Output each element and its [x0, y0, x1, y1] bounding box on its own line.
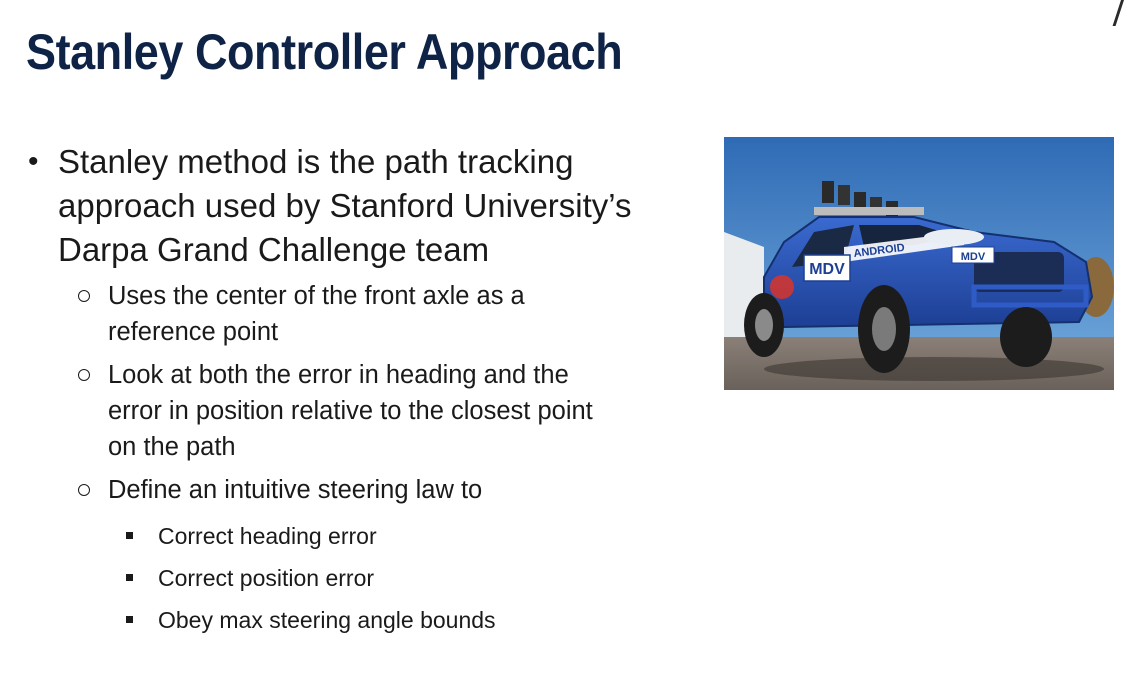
car-illustration [724, 137, 1114, 390]
corner-mark [1103, 0, 1124, 26]
square-bullet-icon [126, 616, 133, 623]
bullet-level3 [24, 562, 704, 594]
hollow-circle-bullet-icon [78, 484, 90, 496]
front-badge-text: MDV [960, 251, 986, 263]
bullet-level2 [24, 472, 704, 508]
bullet-list [24, 140, 704, 636]
bullet-line: Obey max steering angle bounds [158, 607, 496, 633]
bullet-line: Uses the center of the front axle as a [108, 282, 525, 310]
red-logo [770, 275, 794, 299]
hollow-circle-bullet-icon [78, 290, 90, 302]
slide-title: Stanley Controller Approach [26, 24, 623, 80]
bullet-line: error in position relative to the closest point [108, 397, 593, 425]
wheel-front-left [858, 285, 910, 373]
bullet-line: Darpa Grand Challenge team [58, 231, 490, 268]
body-lettering: ANDROID [852, 241, 906, 260]
bullet-level2 [24, 278, 704, 350]
bullet-level3 [24, 604, 704, 636]
bullet-line: reference point [108, 318, 279, 346]
bullet-line: Correct position error [158, 565, 375, 591]
bullet-level3 [24, 520, 704, 552]
bullet-line: on the path [108, 433, 236, 461]
square-bullet-icon [126, 532, 133, 539]
bullet-line: Correct heading error [158, 523, 377, 549]
bullet-line: Stanley method is the path tracking [58, 143, 574, 180]
bullet-line: Define an intuitive steering law to [108, 476, 483, 504]
square-bullet-icon [126, 574, 133, 581]
wheel-front-right [1000, 307, 1052, 367]
wheel-rear [744, 293, 784, 357]
bullet-line: Look at both the error in heading and the [108, 361, 569, 389]
bullet-dot-icon: • [28, 145, 39, 178]
bullet-level1 [24, 140, 704, 272]
stanley-car-photo [724, 137, 1114, 390]
headlight [924, 229, 984, 245]
car-shadow [764, 357, 1104, 381]
bullet-level2 [24, 357, 704, 465]
side-badge-text: MDV [809, 261, 845, 278]
hollow-circle-bullet-icon [78, 369, 90, 381]
bullet-line: approach used by Stanford University’s [58, 187, 632, 224]
